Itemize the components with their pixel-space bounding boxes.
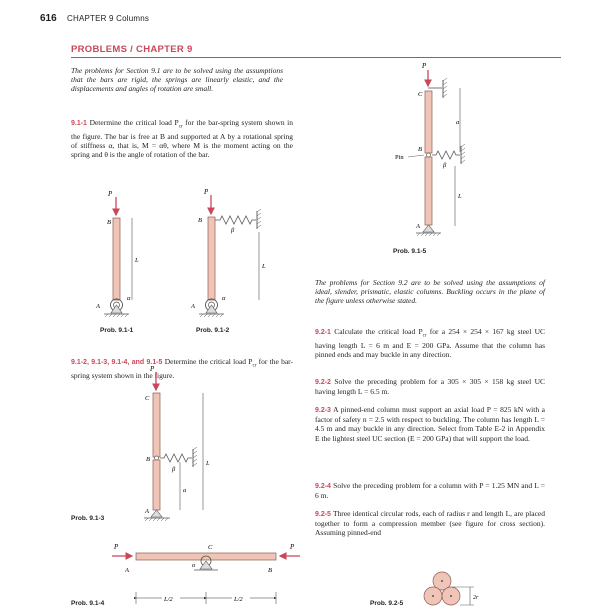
label-L: L xyxy=(458,193,462,200)
label-C: C xyxy=(208,544,213,551)
running-header: CHAPTER 9 Columns xyxy=(67,14,150,23)
problem-text: Solve the preceding problem for a 305 × 305 × 158 kg steel UC having length L = 6.5 m. xyxy=(315,377,545,397)
upper-bar xyxy=(153,393,160,457)
figure-prob-9-1-1 xyxy=(95,190,139,317)
rod-center xyxy=(450,595,452,597)
problem-text-cont: for a 254 × 254 × 167 kg steel UC having length L = 6 m and E = 200 GPa. Assume that the column has pinned ends and may buckle in any direction. xyxy=(315,327,545,359)
rod-center xyxy=(432,595,434,597)
label-A: A xyxy=(96,303,100,310)
figure-prob-9-2-5 xyxy=(424,572,479,605)
figure-prob-9-1-2 xyxy=(190,188,266,317)
problem-number: 9.1-2, 9.1-3, 9.1-4, and 9.1-5 xyxy=(71,359,163,366)
figure-prob-9-1-3 xyxy=(144,365,210,521)
linear-spring xyxy=(215,216,256,224)
label-A: A xyxy=(416,223,420,230)
rigid-bar xyxy=(208,217,215,300)
label-L: L xyxy=(262,263,266,270)
ground-hatch xyxy=(105,314,128,317)
problem-number: 9.2-2 xyxy=(315,379,331,386)
figure-prob-9-1-5 xyxy=(395,62,465,236)
label-B: B xyxy=(198,217,202,224)
linear-spring xyxy=(432,151,460,159)
label-A: A xyxy=(145,508,149,515)
label-alpha: α xyxy=(222,295,226,302)
label-a: a xyxy=(456,119,460,126)
problem-text-cont: for the bar-spring system shown in the figure. xyxy=(71,357,293,380)
label-half-L-right: L/2 xyxy=(234,596,243,603)
label-A: A xyxy=(191,303,195,310)
ground-hatch xyxy=(200,314,223,317)
label-a: a xyxy=(183,487,187,494)
wall-hatch xyxy=(461,144,465,163)
label-P: P xyxy=(204,188,209,196)
pin-support xyxy=(423,225,434,232)
page-number: 616 xyxy=(40,13,57,24)
caption-prob-9-1-1: Prob. 9.1-1 xyxy=(100,327,134,334)
label-P: P xyxy=(108,190,113,198)
caption-prob-9-1-4: Prob. 9.1-4 xyxy=(71,600,105,607)
problem-number: 9.2-5 xyxy=(315,511,331,518)
label-P: P xyxy=(422,62,427,70)
hinge-B xyxy=(427,153,431,157)
lower-bar xyxy=(153,460,160,510)
label-B: B xyxy=(268,567,272,574)
pin-support xyxy=(151,510,162,517)
label-alpha: α xyxy=(192,563,196,569)
ground-hatch xyxy=(145,518,168,521)
problem-text-cont: for the bar-spring system shown in the figure. The bar is free at B and supported at A by a rotational spring of stiffness α, that is, M = αθ, where M is the moment acting on the spring and θ is the angle of rotation of the bar. xyxy=(71,118,294,160)
label-L: L xyxy=(206,460,210,467)
problem-text: A pinned-end column must support an axial load P = 825 kN with a factor of safety n = 2.5 with respect to buckling. The column has length L = 4.5 m and may buckle in any direction. Select from Table E-2 in Appendix E the lightest steel UC section (E = 200 GPa) that will support the load. xyxy=(315,405,545,443)
lower-bar xyxy=(425,157,432,225)
caption-prob-9-1-5: Prob. 9.1-5 xyxy=(393,248,427,255)
problem-number: 9.2-4 xyxy=(315,483,331,490)
rod-center xyxy=(441,580,443,582)
label-B: B xyxy=(107,219,111,226)
pin-leader xyxy=(408,155,424,157)
wall-hatch xyxy=(257,209,261,228)
subscript: cr xyxy=(252,363,257,369)
hinge-B xyxy=(155,456,159,460)
label-C: C xyxy=(418,91,423,98)
subscript: cr xyxy=(422,333,427,339)
subscript: cr xyxy=(178,124,183,130)
label-beta: β xyxy=(443,162,447,169)
caption-prob-9-1-2: Prob. 9.1-2 xyxy=(196,327,230,334)
figure-prob-9-1-4 xyxy=(112,543,300,604)
label-L: L xyxy=(135,257,139,264)
label-beta: β xyxy=(231,227,235,234)
section-title: PROBLEMS / CHAPTER 9 xyxy=(71,44,193,55)
label-P-left: P xyxy=(114,543,119,551)
label-B: B xyxy=(418,146,422,153)
label-2r: 2r xyxy=(473,595,479,601)
problem-number: 9.2-1 xyxy=(315,329,331,336)
problem-number: 9.1-1 xyxy=(71,120,87,127)
pin-support xyxy=(200,561,212,569)
upper-bar xyxy=(425,91,432,153)
label-beta: β xyxy=(172,466,176,473)
wall-hatch xyxy=(443,78,447,97)
wall-hatch xyxy=(193,447,197,466)
label-P: P xyxy=(150,365,155,373)
problem-text: Calculate the critical load P xyxy=(330,327,423,336)
intro-section-9-1: The problems for Section 9.1 are to be solved using the assumptions that the bars are rigid, the springs are linearly elastic, and the displacements and angles of rotation are small. xyxy=(71,66,283,94)
linear-spring xyxy=(160,454,192,462)
problem-text: Determine the critical load P xyxy=(86,118,179,127)
problem-text: Determine the critical load P xyxy=(162,357,253,366)
label-alpha: α xyxy=(127,295,131,302)
ground-hatch xyxy=(417,233,440,236)
rigid-bar xyxy=(113,218,120,300)
problem-text: Three identical circular rods, each of radius r and length L, are placed together to form a compression member (see figure for cross section). Assuming pinned-end xyxy=(315,509,545,538)
label-A: A xyxy=(125,567,129,574)
label-pin: Pin xyxy=(395,154,404,161)
label-half-L-left: L/2 xyxy=(164,596,173,603)
problem-number: 9.2-3 xyxy=(315,407,331,414)
problem-text: Solve the preceding problem for a column with P = 1.25 MN and L = 6 m. xyxy=(315,481,545,501)
caption-prob-9-1-3: Prob. 9.1-3 xyxy=(71,515,105,522)
label-C: C xyxy=(145,395,150,402)
label-P-right: P xyxy=(290,543,295,551)
label-B: B xyxy=(146,456,150,463)
caption-prob-9-2-5: Prob. 9.2-5 xyxy=(370,600,404,607)
intro-section-9-2: The problems for Section 9.2 are to be solved using the assumptions of ideal, slender, prismatic, elastic columns. Buckling occurs in the plane of the figure unless otherwise stated. xyxy=(315,278,545,306)
rigid-bar xyxy=(136,553,276,560)
